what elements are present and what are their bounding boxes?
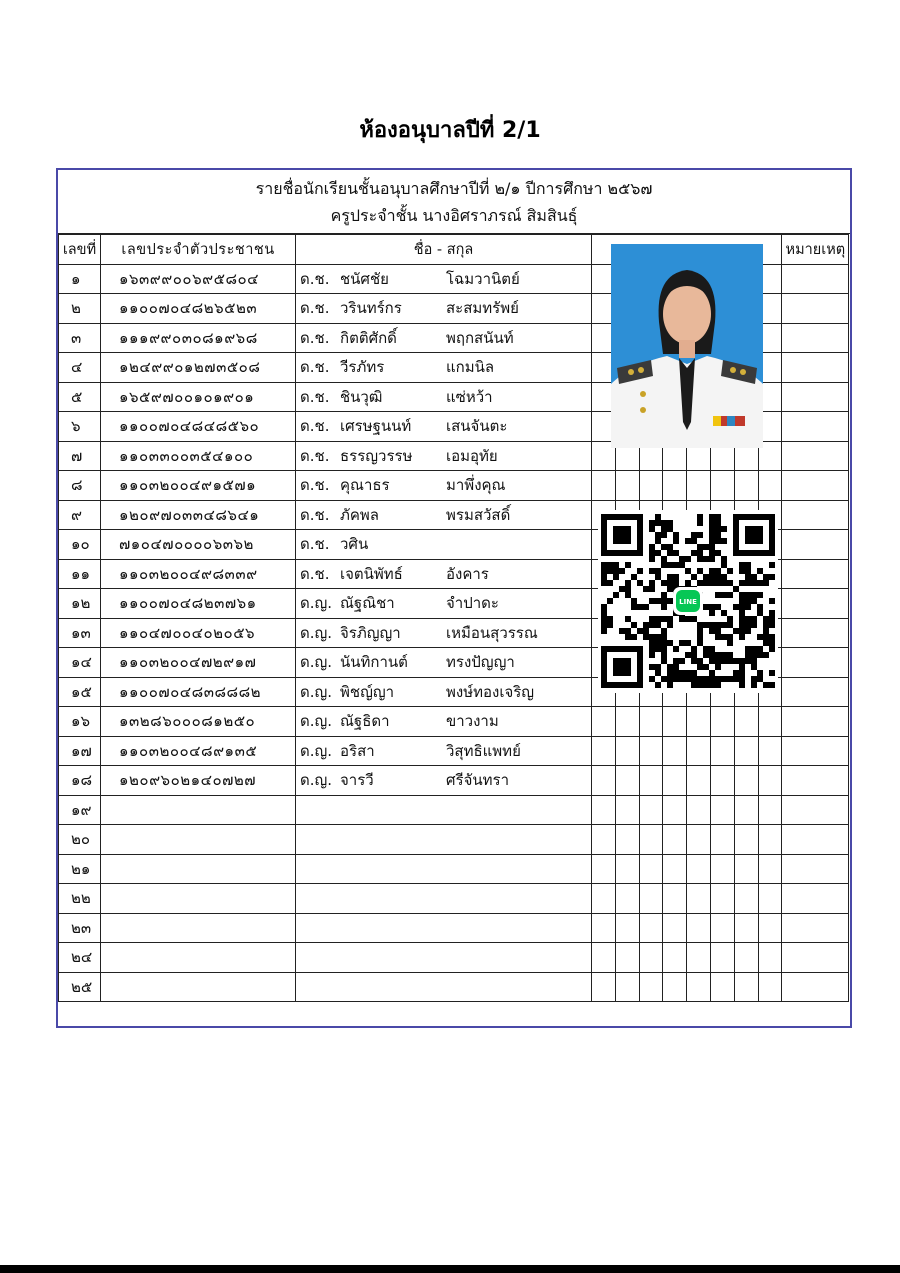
blank-cell xyxy=(758,854,782,884)
student-id: ๑๒๐๙๖๐๒๑๔๐๗๒๗ xyxy=(101,766,296,796)
col-header-remark: หมายเหตุ xyxy=(782,235,849,265)
student-name xyxy=(296,618,592,648)
blank-cell xyxy=(592,854,616,884)
student-number: ๔ xyxy=(59,353,101,383)
student-id: ๑๑๐๐๗๐๔๘๒๓๗๖๑ xyxy=(101,589,296,619)
student-number: ๑๒ xyxy=(59,589,101,619)
blank-cell xyxy=(639,884,663,914)
blank-cell xyxy=(710,854,734,884)
student-last-name: แกมนิล xyxy=(446,358,495,377)
student-name xyxy=(296,972,592,1002)
blank-cell xyxy=(710,795,734,825)
student-last-name: ศรีจันทรา xyxy=(446,771,509,790)
roster-header xyxy=(58,170,850,234)
blank-cell xyxy=(758,884,782,914)
teacher-photo xyxy=(611,244,763,448)
page-title: ห้องอนุบาลปีที่ 2/1 xyxy=(359,118,541,143)
student-title: ด.ช. xyxy=(300,358,330,377)
blank-cell xyxy=(710,471,734,501)
blank-cell xyxy=(734,884,758,914)
table-row xyxy=(59,471,849,501)
student-number: ๒๐ xyxy=(59,825,101,855)
student-number: ๒๓ xyxy=(59,913,101,943)
blank-cell xyxy=(663,943,687,973)
bottom-bar xyxy=(0,1265,900,1273)
blank-cell xyxy=(710,736,734,766)
student-id: ๑๑๑๙๙๐๓๐๘๑๙๖๘ xyxy=(101,323,296,353)
student-number: ๒๕ xyxy=(59,972,101,1002)
blank-cell xyxy=(615,972,639,1002)
student-first-name: จิรภิญญา xyxy=(340,623,401,642)
col-header-no: เลขที่ xyxy=(59,235,101,265)
blank-cell xyxy=(663,707,687,737)
remark-cell xyxy=(782,559,849,589)
student-number: ๒๔ xyxy=(59,943,101,973)
student-id: ๑๑๐๐๗๐๔๘๒๖๕๒๓ xyxy=(101,294,296,324)
blank-cell xyxy=(758,913,782,943)
blank-cell xyxy=(639,943,663,973)
student-id: ๑๑๐๐๗๐๔๘๓๘๘๘๒ xyxy=(101,677,296,707)
student-name xyxy=(296,795,592,825)
student-last-name: เอมอุทัย xyxy=(446,446,498,465)
table-row xyxy=(59,972,849,1002)
student-last-name: ทรงปัญญา xyxy=(446,653,515,672)
student-id: ๑๒๔๙๙๐๑๒๗๓๕๐๘ xyxy=(101,353,296,383)
blank-cell xyxy=(758,825,782,855)
remark-cell xyxy=(782,825,849,855)
student-id xyxy=(101,913,296,943)
student-number: ๑๘ xyxy=(59,766,101,796)
blank-cell xyxy=(592,825,616,855)
student-number: ๑๑ xyxy=(59,559,101,589)
student-number: ๑๐ xyxy=(59,530,101,560)
blank-cell xyxy=(663,972,687,1002)
blank-cell xyxy=(639,825,663,855)
student-last-name: เหมือนสุวรรณ xyxy=(446,623,538,642)
student-last-name: พงษ์ทองเจริญ xyxy=(446,682,535,701)
blank-cell xyxy=(639,736,663,766)
blank-cell xyxy=(734,913,758,943)
student-first-name: ณัฐธิดา xyxy=(340,712,390,731)
student-last-name: สะสมทรัพย์ xyxy=(446,299,519,318)
blank-cell xyxy=(592,943,616,973)
student-number: ๑๗ xyxy=(59,736,101,766)
roster-sheet xyxy=(56,168,852,1028)
table-row xyxy=(59,943,849,973)
blank-cell xyxy=(734,972,758,1002)
remark-cell xyxy=(782,795,849,825)
student-last-name: อังคาร xyxy=(446,564,489,583)
col-header-id: เลขประจำตัวประชาชน xyxy=(101,235,296,265)
homeroom-teacher: ครูประจำชั้น นางอิศราภรณ์ สิมสินธุ์ xyxy=(330,206,578,225)
student-number: ๓ xyxy=(59,323,101,353)
blank-cell xyxy=(687,854,711,884)
blank-cell xyxy=(710,825,734,855)
student-last-name: พรมสวัสดิ์ xyxy=(446,505,511,524)
table-row xyxy=(59,825,849,855)
student-name xyxy=(296,736,592,766)
roster-heading: รายชื่อนักเรียนชั้นอนุบาลศึกษาปีที่ ๒/๑ ปีการศึกษา ๒๕๖๗ xyxy=(255,179,653,198)
student-name xyxy=(296,530,592,560)
student-first-name: คุณาธร xyxy=(340,476,390,495)
blank-cell xyxy=(710,707,734,737)
blank-cell xyxy=(615,795,639,825)
student-number: ๒๒ xyxy=(59,884,101,914)
student-id: ๑๒๐๙๗๐๓๓๔๘๖๔๑ xyxy=(101,500,296,530)
blank-cell xyxy=(592,471,616,501)
student-number: ๑๙ xyxy=(59,795,101,825)
blank-cell xyxy=(687,707,711,737)
blank-cell xyxy=(663,913,687,943)
blank-cell xyxy=(663,736,687,766)
remark-cell xyxy=(782,441,849,471)
student-last-name: แซ่หว้า xyxy=(446,387,493,406)
blank-cell xyxy=(687,825,711,855)
student-name xyxy=(296,471,592,501)
blank-cell xyxy=(592,913,616,943)
student-first-name: วีรภัทร xyxy=(340,358,385,377)
student-id xyxy=(101,854,296,884)
blank-cell xyxy=(687,766,711,796)
student-first-name: ชนัศชัย xyxy=(340,269,389,288)
blank-cell xyxy=(758,766,782,796)
blank-cell xyxy=(687,884,711,914)
table-row xyxy=(59,913,849,943)
student-first-name: เศรษฐนนท์ xyxy=(340,417,412,436)
student-title: ด.ญ. xyxy=(300,682,333,701)
blank-cell xyxy=(615,707,639,737)
student-name xyxy=(296,913,592,943)
student-title: ด.ญ. xyxy=(300,653,333,672)
student-name xyxy=(296,323,592,353)
remark-cell xyxy=(782,471,849,501)
blank-cell xyxy=(615,471,639,501)
student-title: ด.ช. xyxy=(300,417,330,436)
student-first-name: เจตนิพัทธ์ xyxy=(340,564,403,583)
student-id: ๗๑๐๔๗๐๐๐๐๖๓๖๒ xyxy=(101,530,296,560)
remark-cell xyxy=(782,854,849,884)
remark-cell xyxy=(782,677,849,707)
student-name xyxy=(296,707,592,737)
student-name xyxy=(296,648,592,678)
student-title: ด.ญ. xyxy=(300,771,333,790)
student-title: ด.ช. xyxy=(300,476,330,495)
blank-cell xyxy=(758,471,782,501)
blank-cell xyxy=(639,707,663,737)
blank-cell xyxy=(734,736,758,766)
blank-cell xyxy=(615,736,639,766)
student-name xyxy=(296,441,592,471)
blank-cell xyxy=(734,471,758,501)
blank-cell xyxy=(592,707,616,737)
blank-cell xyxy=(663,795,687,825)
qr-code-icon xyxy=(598,510,778,693)
student-first-name: กิตติศักดิ์ xyxy=(340,328,397,347)
blank-cell xyxy=(734,707,758,737)
student-name xyxy=(296,854,592,884)
remark-cell xyxy=(782,618,849,648)
blank-cell xyxy=(687,943,711,973)
student-id: ๑๖๕๙๗๐๐๑๐๑๙๐๑ xyxy=(101,382,296,412)
student-number: ๑ xyxy=(59,264,101,294)
student-title: ด.ช. xyxy=(300,387,330,406)
blank-cell xyxy=(710,943,734,973)
blank-cell xyxy=(592,766,616,796)
blank-cell xyxy=(758,943,782,973)
remark-cell xyxy=(782,500,849,530)
student-first-name: อริสา xyxy=(340,741,375,760)
student-last-name: วิสุทธิแพทย์ xyxy=(446,741,521,760)
blank-cell xyxy=(663,884,687,914)
student-name xyxy=(296,825,592,855)
student-id xyxy=(101,972,296,1002)
blank-cell xyxy=(710,913,734,943)
student-id: ๑๑๐๓๓๐๐๓๕๔๑๐๐ xyxy=(101,441,296,471)
blank-cell xyxy=(615,854,639,884)
student-number: ๖ xyxy=(59,412,101,442)
student-last-name: พฤกสนันท์ xyxy=(446,328,514,347)
student-number: ๑๕ xyxy=(59,677,101,707)
blank-cell xyxy=(687,913,711,943)
student-id: ๑๑๐๓๒๐๐๔๙๑๕๗๑ xyxy=(101,471,296,501)
student-name xyxy=(296,412,592,442)
student-number: ๗ xyxy=(59,441,101,471)
student-name xyxy=(296,943,592,973)
student-number: ๙ xyxy=(59,500,101,530)
student-title: ด.ญ. xyxy=(300,712,333,731)
blank-cell xyxy=(687,795,711,825)
student-id: ๑๑๐๓๒๐๐๔๗๒๙๑๗ xyxy=(101,648,296,678)
remark-cell xyxy=(782,972,849,1002)
teacher-portrait-image xyxy=(611,244,763,448)
student-name xyxy=(296,382,592,412)
remark-cell xyxy=(782,294,849,324)
student-last-name: ขาวงาม xyxy=(446,712,499,731)
student-name xyxy=(296,500,592,530)
table-row xyxy=(59,707,849,737)
student-title: ด.ญ. xyxy=(300,623,333,642)
student-id: ๑๓๒๘๖๐๐๐๘๑๒๕๐ xyxy=(101,707,296,737)
blank-cell xyxy=(663,471,687,501)
remark-cell xyxy=(782,589,849,619)
student-number: ๕ xyxy=(59,382,101,412)
blank-cell xyxy=(758,736,782,766)
student-first-name: จารวี xyxy=(340,771,374,790)
student-number: ๘ xyxy=(59,471,101,501)
remark-cell xyxy=(782,766,849,796)
blank-cell xyxy=(710,766,734,796)
blank-cell xyxy=(639,795,663,825)
blank-cell xyxy=(710,972,734,1002)
blank-cell xyxy=(758,972,782,1002)
table-row xyxy=(59,884,849,914)
line-logo-text: LINE xyxy=(679,598,697,606)
blank-cell xyxy=(758,795,782,825)
remark-cell xyxy=(782,382,849,412)
blank-cell xyxy=(639,913,663,943)
blank-cell xyxy=(615,766,639,796)
blank-cell xyxy=(687,972,711,1002)
student-name xyxy=(296,559,592,589)
blank-cell xyxy=(639,471,663,501)
blank-cell xyxy=(687,471,711,501)
blank-cell xyxy=(615,943,639,973)
student-title: ด.ช. xyxy=(300,299,330,318)
table-row xyxy=(59,736,849,766)
blank-cell xyxy=(734,943,758,973)
student-id xyxy=(101,795,296,825)
student-first-name: นันทิกานต์ xyxy=(340,653,408,672)
table-row xyxy=(59,854,849,884)
line-qr-code[interactable] xyxy=(598,510,778,693)
student-last-name: มาพึ่งคุณ xyxy=(446,476,506,495)
student-first-name: ธรรญวรรษ xyxy=(340,446,413,465)
student-first-name: พิชญ์ญา xyxy=(340,682,395,701)
blank-cell xyxy=(734,795,758,825)
student-id: ๑๑๐๐๗๐๔๘๔๘๕๖๐ xyxy=(101,412,296,442)
student-first-name: ณัฐณิชา xyxy=(340,594,395,613)
col-header-name: ชื่อ - สกุล xyxy=(296,235,592,265)
blank-cell xyxy=(592,736,616,766)
blank-cell xyxy=(663,854,687,884)
blank-cell xyxy=(734,766,758,796)
student-number: ๑๔ xyxy=(59,648,101,678)
blank-cell xyxy=(663,825,687,855)
blank-cell xyxy=(734,825,758,855)
remark-cell xyxy=(782,736,849,766)
student-id: ๑๖๓๙๙๐๐๖๙๕๘๐๔ xyxy=(101,264,296,294)
student-name xyxy=(296,884,592,914)
blank-cell xyxy=(639,972,663,1002)
remark-cell xyxy=(782,353,849,383)
student-first-name: ภัคพล xyxy=(340,505,380,524)
blank-cell xyxy=(710,884,734,914)
student-number: ๑๖ xyxy=(59,707,101,737)
student-last-name: โฉมวานิตย์ xyxy=(446,269,520,288)
blank-cell xyxy=(615,825,639,855)
remark-cell xyxy=(782,323,849,353)
student-last-name: เสนจันตะ xyxy=(446,417,508,436)
blank-cell xyxy=(592,884,616,914)
student-first-name: วรินทร์กร xyxy=(340,299,402,318)
remark-cell xyxy=(782,943,849,973)
blank-cell xyxy=(734,854,758,884)
student-last-name: จำปาดะ xyxy=(446,594,499,613)
remark-cell xyxy=(782,884,849,914)
remark-cell xyxy=(782,530,849,560)
student-name xyxy=(296,353,592,383)
student-number: ๒ xyxy=(59,294,101,324)
student-name xyxy=(296,294,592,324)
student-id: ๑๑๐๓๒๐๐๔๙๘๓๓๙ xyxy=(101,559,296,589)
student-title: ด.ช. xyxy=(300,269,330,288)
remark-cell xyxy=(782,412,849,442)
student-name xyxy=(296,677,592,707)
student-first-name: ชินวุฒิ xyxy=(340,387,383,406)
blank-cell xyxy=(663,766,687,796)
student-name xyxy=(296,766,592,796)
student-name xyxy=(296,264,592,294)
student-title: ด.ญ. xyxy=(300,594,333,613)
student-title: ด.ช. xyxy=(300,446,330,465)
student-id xyxy=(101,943,296,973)
student-id: ๑๑๐๔๗๐๐๔๐๒๐๕๖ xyxy=(101,618,296,648)
remark-cell xyxy=(782,648,849,678)
blank-cell xyxy=(687,736,711,766)
blank-cell xyxy=(615,913,639,943)
student-id xyxy=(101,825,296,855)
student-title: ด.ช. xyxy=(300,505,330,524)
student-title: ด.ญ. xyxy=(300,741,333,760)
table-row xyxy=(59,795,849,825)
student-id xyxy=(101,884,296,914)
blank-cell xyxy=(615,884,639,914)
table-row xyxy=(59,766,849,796)
student-title: ด.ช. xyxy=(300,328,330,347)
blank-cell xyxy=(592,795,616,825)
remark-cell xyxy=(782,707,849,737)
student-first-name: วศิน xyxy=(340,535,369,554)
remark-cell xyxy=(782,264,849,294)
student-title: ด.ช. xyxy=(300,564,330,583)
blank-cell xyxy=(639,766,663,796)
blank-cell xyxy=(758,707,782,737)
student-name xyxy=(296,589,592,619)
student-id: ๑๑๐๓๒๐๐๔๘๙๑๓๕ xyxy=(101,736,296,766)
student-number: ๒๑ xyxy=(59,854,101,884)
blank-cell xyxy=(592,972,616,1002)
blank-cell xyxy=(639,854,663,884)
student-number: ๑๓ xyxy=(59,618,101,648)
student-title: ด.ช. xyxy=(300,535,330,554)
remark-cell xyxy=(782,913,849,943)
